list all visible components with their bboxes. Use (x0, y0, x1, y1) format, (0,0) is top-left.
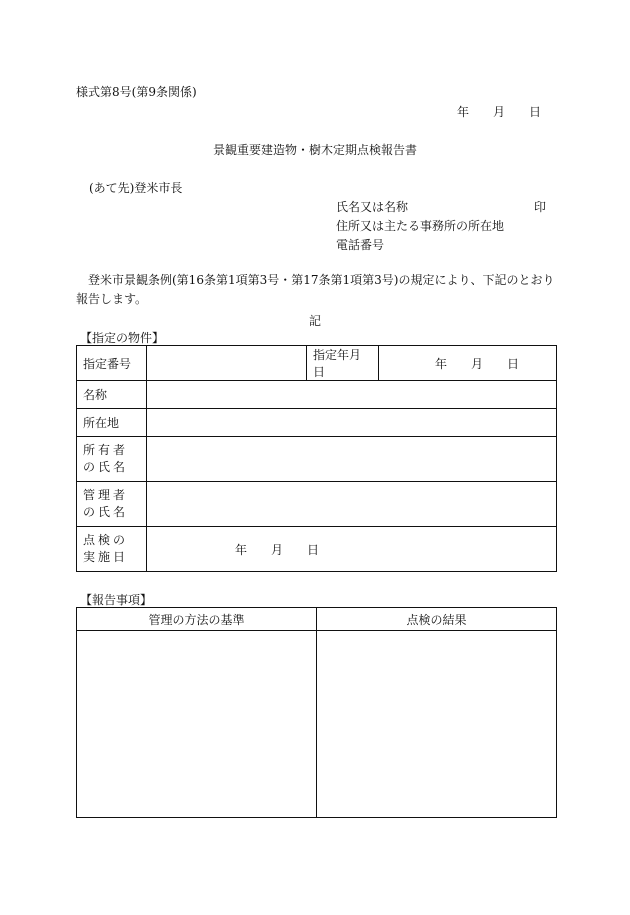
header-date-day: 日 (529, 105, 542, 119)
standard-value[interactable] (77, 631, 317, 818)
section-heading-report: 【報告事項】 (80, 593, 153, 607)
applicant-block (336, 198, 546, 255)
table-row (77, 381, 557, 409)
section-heading-property: 【指定の物件】 (80, 331, 165, 345)
ki-mark: 記 (308, 314, 321, 328)
column-header-standard: 管理の方法の基準 (77, 608, 317, 631)
designation-date-year: 年 (435, 356, 448, 371)
header-date (457, 103, 541, 120)
header-date-month: 月 (493, 105, 506, 119)
location-value[interactable] (147, 409, 557, 437)
table-row (77, 346, 557, 381)
manager-value[interactable] (147, 482, 557, 527)
inspection-date-day: 日 (307, 542, 320, 557)
inspection-date-year: 年 (235, 542, 248, 557)
designation-date-month: 月 (471, 356, 484, 371)
document-title: 景観重要建造物・樹木定期点検報告書 (212, 143, 417, 157)
property-table (76, 345, 557, 572)
manager-label: 管理者の氏名 (77, 482, 147, 527)
table-row (77, 482, 557, 527)
form-number: 様式第8号(第9条関係) (76, 85, 197, 99)
applicant-phone-label: 電話番号 (336, 238, 385, 252)
designation-date-day: 日 (507, 356, 520, 371)
location-label: 所在地 (77, 409, 147, 437)
table-row (77, 437, 557, 482)
body-text: 登米市景観条例(第16条第1項第3号・第17条第1項第3号)の規定により、下記のとおり報告します。 (76, 273, 555, 306)
applicant-name-label: 氏名又は名称 (336, 200, 409, 214)
designation-date-label: 指定年月日 (307, 346, 379, 381)
designation-number-value[interactable] (147, 346, 307, 381)
designation-number-label: 指定番号 (77, 346, 147, 381)
inspection-date-label: 点検の実施日 (77, 527, 147, 572)
property-name-label: 名称 (77, 381, 147, 409)
table-row (77, 631, 557, 818)
table-row (77, 608, 557, 631)
seal-mark: 印 (533, 200, 546, 214)
table-row (77, 527, 557, 572)
table-row (77, 409, 557, 437)
property-name-value[interactable] (147, 381, 557, 409)
report-table (76, 607, 557, 818)
owner-value[interactable] (147, 437, 557, 482)
inspection-date-value[interactable] (147, 527, 557, 572)
designation-date-value[interactable] (379, 346, 557, 381)
addressee: (あて先)登米市長 (89, 181, 183, 195)
result-value[interactable] (317, 631, 557, 818)
applicant-address-label: 住所又は主たる事務所の所在地 (336, 219, 505, 233)
header-date-year: 年 (457, 105, 470, 119)
inspection-date-month: 月 (271, 542, 284, 557)
owner-label: 所有者の氏名 (77, 437, 147, 482)
column-header-result: 点検の結果 (317, 608, 557, 631)
